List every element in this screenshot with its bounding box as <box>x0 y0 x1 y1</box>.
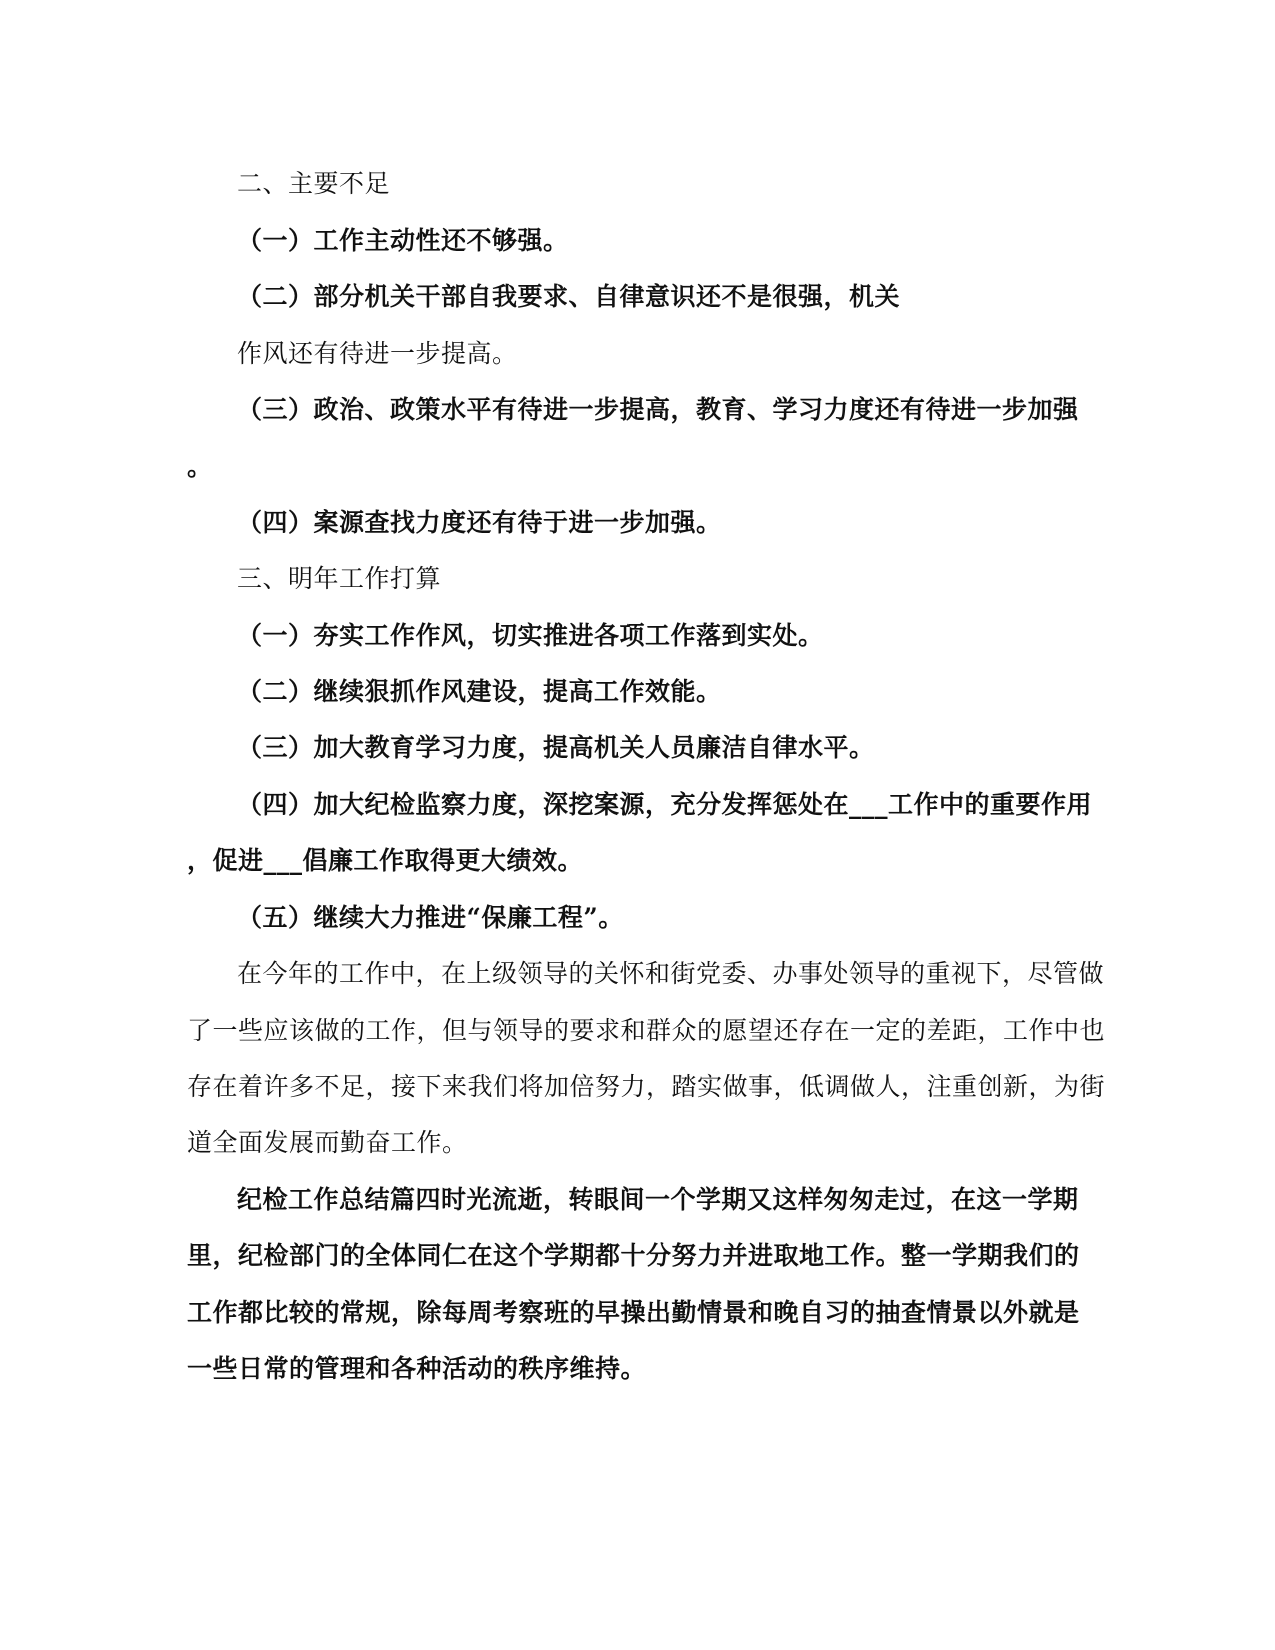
list-item: （三）政治、政策水平有待进一步提高，教育、学习力度还有待进一步加强 <box>237 395 1079 424</box>
list-item: （一）夯实工作作风，切实推进各项工作落到实处。 <box>237 621 824 650</box>
text-line: 作风还有待进一步提高。 <box>237 339 518 368</box>
list-item: （二）部分机关干部自我要求、自律意识还不是很强，机关 <box>237 282 901 311</box>
text-line: 。 <box>187 452 213 481</box>
paragraph-line: 在今年的工作中，在上级领导的关怀和街党委、办事处领导的重视下，尽管做 <box>237 959 1105 988</box>
paragraph-line: 工作都比较的常规，除每周考察班的早操出勤情景和晚自习的抽查情景以外就是 <box>187 1298 1080 1327</box>
paragraph-line: 一些日常的管理和各种活动的秩序维持。 <box>187 1354 647 1383</box>
paragraph-line: 道全面发展而勤奋工作。 <box>187 1128 468 1157</box>
paragraph-line: 了一些应该做的工作，但与领导的要求和群众的愿望还存在一定的差距，工作中也 <box>187 1016 1106 1045</box>
list-item: （四）案源查找力度还有待于进一步加强。 <box>237 508 722 537</box>
list-item: （一）工作主动性还不够强。 <box>237 226 569 255</box>
text-line: ，促进___倡廉工作取得更大绩效。 <box>187 846 584 875</box>
section-heading-3: 三、明年工作打算 <box>237 564 442 593</box>
list-item: （五）继续大力推进“保廉工程”。 <box>237 903 624 932</box>
list-item: （三）加大教育学习力度，提高机关人员廉洁自律水平。 <box>237 733 875 762</box>
paragraph-line: 里，纪检部门的全体同仁在这个学期都十分努力并进取地工作。整一学期我们的 <box>187 1241 1080 1270</box>
list-item: （四）加大纪检监察力度，深挖案源，充分发挥惩处在___工作中的重要作用 <box>237 790 1093 819</box>
paragraph-line: 纪检工作总结篇四时光流逝，转眼间一个学期又这样匆匆走过，在这一学期 <box>237 1185 1079 1214</box>
paragraph-line: 存在着许多不足，接下来我们将加倍努力，踏实做事，低调做人，注重创新，为街 <box>187 1072 1106 1101</box>
list-item: （二）继续狠抓作风建设，提高工作效能。 <box>237 677 722 706</box>
section-heading-2: 二、主要不足 <box>237 169 391 198</box>
